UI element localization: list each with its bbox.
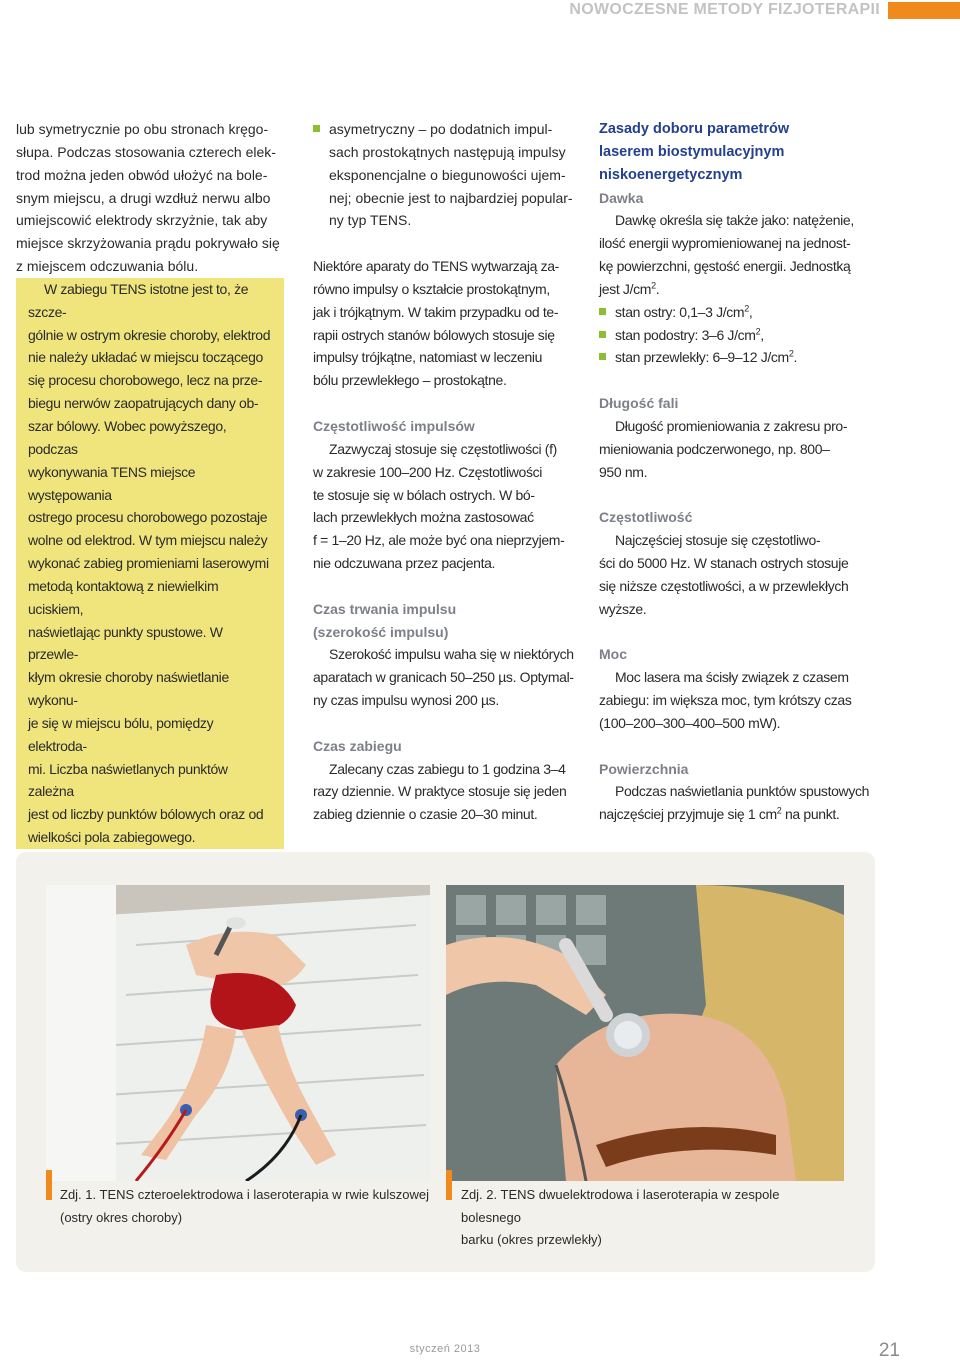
paragraph: [313, 255, 581, 392]
superscript: 2: [776, 805, 782, 816]
text-line: Niektóre aparaty do TENS wytwarzają za-: [313, 258, 559, 275]
text-line: najczęściej przyjmuje się 1 cm: [599, 806, 777, 823]
list-item: [599, 324, 884, 347]
column-3: [599, 118, 884, 826]
punctuation: ,: [748, 303, 753, 320]
text-line: Podczas naświetlania punktów spustowych: [615, 783, 870, 800]
photo-caption-2: [461, 1184, 833, 1252]
subsection-heading: Dawka: [599, 189, 644, 206]
photo-tens-sciatica: [46, 885, 430, 1181]
text-line: w zakresie 100–200 Hz. Częstotliwości: [313, 463, 543, 480]
text-line: słupa. Podczas stosowania czterech elek-: [16, 143, 276, 160]
text-line: na punkt.: [781, 806, 840, 823]
text-line: W zabiegu TENS istotne jest to, że szcze-: [28, 280, 249, 320]
text-line: wielkości pola zabiegowego.: [28, 829, 196, 846]
text-line: lub symetrycznie po obu stronach kręgo-: [16, 121, 269, 137]
text-line: ilość energii wypromieniowanej na jednost-: [599, 235, 851, 252]
caption-line: Zdj. 1. TENS czteroelektrodowa i laseroterapia w rwie kulszowej: [60, 1187, 429, 1202]
list-item: [599, 346, 884, 369]
text-line: zabieg dziennie o czasie 20–30 minut.: [313, 806, 538, 823]
text-line: snym miejscu, a drugi wzdłuż nerwu albo: [16, 189, 271, 206]
caption-marker: [46, 1170, 52, 1200]
text-line: kę powierzchni, gęstość energii. Jednostką: [599, 258, 851, 275]
text-line: szar bólowy. Wobec powyższego, podczas: [28, 417, 227, 457]
text-line: ny typ TENS.: [329, 212, 412, 229]
text-line: wolne od elektrod. W tym miejscu należy: [28, 532, 268, 549]
paragraph: [599, 666, 884, 735]
subsection-heading: Długość fali: [599, 395, 679, 412]
highlighted-paragraph: [16, 278, 284, 849]
text-line: te stosuje się w bólach ostrych. W bó-: [313, 486, 535, 503]
text-line: naświetlając punkty spustowe. W przewle-: [28, 623, 223, 663]
paragraph: [313, 438, 581, 575]
text-line: Zazwyczaj stosuje się częstotliwości (f): [329, 440, 557, 457]
caption-line: (ostry okres choroby): [60, 1209, 183, 1225]
text-line: nie należy układać w miejscu toczącego: [28, 349, 263, 366]
text-line: stan podostry: 3–6 J/cm: [615, 326, 756, 343]
photo-tens-shoulder: [446, 885, 844, 1181]
subsection-heading: Powierzchnia: [599, 760, 689, 777]
column-2: [313, 118, 581, 826]
text-line: asymetryczny – po dodatnich impul-: [329, 121, 553, 137]
superscript: 2: [651, 280, 656, 291]
text-line: aparatach w granicach 50–250 µs. Optymal-: [313, 669, 574, 686]
text-line: mieniowania podczerwonego, np. 800–: [599, 440, 830, 457]
text-line: nej; obecnie jest to najbardziej popular-: [329, 189, 573, 206]
page-number: 21: [878, 1340, 900, 1361]
subsection-heading: Moc: [599, 646, 627, 663]
subsection-heading: Czas trwania impulsu: [313, 600, 457, 617]
text-line: się procesu chorobowego, lecz na prze-: [28, 372, 263, 389]
paragraph: [599, 780, 884, 826]
text-line: Szerokość impulsu waha się w niektórych: [329, 646, 574, 663]
text-line: miejsce skrzyżowania prądu pokrywało się: [16, 235, 280, 252]
caption-line: Zdj. 2. TENS dwuelektrodowa i laseroterapia w zespole bolesnego: [461, 1187, 780, 1225]
text-line: mi. Liczba naświetlanych punktów zależna: [28, 760, 228, 800]
text-line: wyższe.: [599, 600, 647, 617]
text-line: Zalecany czas zabiegu to 1 godzina 3–4: [329, 760, 566, 777]
paragraph: [313, 758, 581, 827]
text-line: Dawkę określa się także jako: natężenie,: [615, 212, 854, 229]
caption-marker: [446, 1170, 452, 1200]
text-line: niskoenergetycznym: [599, 166, 743, 183]
text-line: stan ostry: 0,1–3 J/cm: [615, 303, 745, 320]
text-line: lach przewlekłych można zastosować: [313, 509, 534, 526]
list-item: [313, 118, 581, 232]
caption-line: barku (okres przewlekły): [461, 1232, 602, 1247]
text-line: gólnie w ostrym okresie choroby, elektrod: [28, 326, 271, 343]
text-line: trod można jeden obwód ułożyć na bole-: [16, 166, 268, 183]
photo-caption-1: [60, 1184, 432, 1229]
superscript: 2: [744, 303, 749, 314]
text-line: z miejscem odczuwania bólu.: [16, 258, 199, 275]
subsection-heading: Częstotliwość impulsów: [313, 417, 475, 434]
text-line: metodą kontaktową z niewielkim uciskiem,: [28, 577, 219, 617]
subsection-heading: Czas zabiegu: [313, 737, 402, 754]
text-line: ny czas impulsu wynosi 200 µs.: [313, 692, 499, 709]
text-line: Najczęściej stosuje się częstotliwo-: [615, 532, 821, 549]
running-header: NOWOCZESNE METODY FIZJOTERAPII: [569, 1, 880, 18]
text-line: jest J/cm: [599, 280, 652, 297]
text-line: ostrego procesu chorobowego pozostaje: [28, 509, 268, 526]
text-line: równo impulsy o kształcie prostokątnym,: [313, 280, 550, 297]
paragraph: [599, 415, 884, 484]
issue-date: styczeń 2013: [409, 1343, 481, 1355]
text-line: kłym okresie choroby naświetlanie wykonu-: [28, 669, 229, 709]
punctuation: .: [655, 280, 660, 297]
text-line: je się w miejscu bólu, pomiędzy elektroda-: [28, 714, 214, 754]
bullet-list: [313, 118, 581, 232]
text-line: 950 nm.: [599, 463, 648, 480]
text-line: impulsy trójkątne, natomiast w leczeniu: [313, 349, 543, 366]
text-line: jest od liczby punktów bólowych oraz od: [28, 806, 264, 823]
text-line: biegu nerwów zaopatrujących dany ob-: [28, 395, 259, 412]
text-line: eksponencjalne o biegunowości ujem-: [329, 166, 566, 183]
text-line: wykonywania TENS miejsce występowania: [28, 463, 196, 503]
text-line: sach prostokątnych następują impulsy: [329, 143, 566, 160]
photo-illustration: [46, 885, 430, 1181]
intro-paragraph: [16, 118, 284, 278]
paragraph: [599, 529, 884, 620]
text-line: laserem biostymulacyjnym: [599, 143, 785, 160]
text-line: bólu przewlekłego – prostokątne.: [313, 372, 507, 389]
text-line: nie odczuwana przez pacjenta.: [313, 555, 496, 572]
text-line: wykonać zabieg promieniami laserowymi: [28, 555, 269, 572]
text-line: f = 1–20 Hz, ale może być ona nieprzyjem-: [313, 532, 565, 549]
bullet-list: [599, 301, 884, 370]
section-heading: [599, 118, 884, 187]
text-line: Moc lasera ma ścisły związek z czasem: [615, 669, 849, 686]
text-line: zabiegu: im większa moc, tym krótszy czas: [599, 692, 852, 709]
text-line: stan przewlekły: 6–9–12 J/cm: [615, 349, 789, 366]
text-line: ści do 5000 Hz. W stanach ostrych stosuje: [599, 555, 849, 572]
superscript: 2: [788, 348, 794, 359]
text-line: (100–200–300–400–500 mW).: [599, 714, 781, 731]
text-line: rapii ostrych stanów bólowych stosuje się: [313, 326, 555, 343]
punctuation: ,: [760, 326, 764, 343]
paragraph: [599, 209, 884, 300]
text-line: Długość promieniowania z zakresu pro-: [615, 417, 848, 434]
superscript: 2: [755, 325, 761, 336]
list-item: [599, 301, 884, 324]
subsection-heading: Częstotliwość: [599, 509, 693, 526]
text-line: razy dziennie. W praktyce stosuje się jeden: [313, 783, 567, 800]
text-line: się niższe częstotliwości, a w przewlekłych: [599, 577, 849, 594]
punctuation: .: [793, 349, 798, 366]
photo-illustration: [446, 885, 844, 1181]
header-accent-bar: [888, 2, 960, 19]
paragraph: [313, 643, 581, 712]
text-line: jak i trójkątnym. W takim przypadku od te-: [313, 303, 559, 320]
text-line: umiejscowić elektrody skrzyżnie, tak aby: [16, 212, 268, 229]
text-line: Zasady doboru parametrów: [599, 121, 790, 137]
subsection-heading: (szerokość impulsu): [313, 623, 449, 640]
